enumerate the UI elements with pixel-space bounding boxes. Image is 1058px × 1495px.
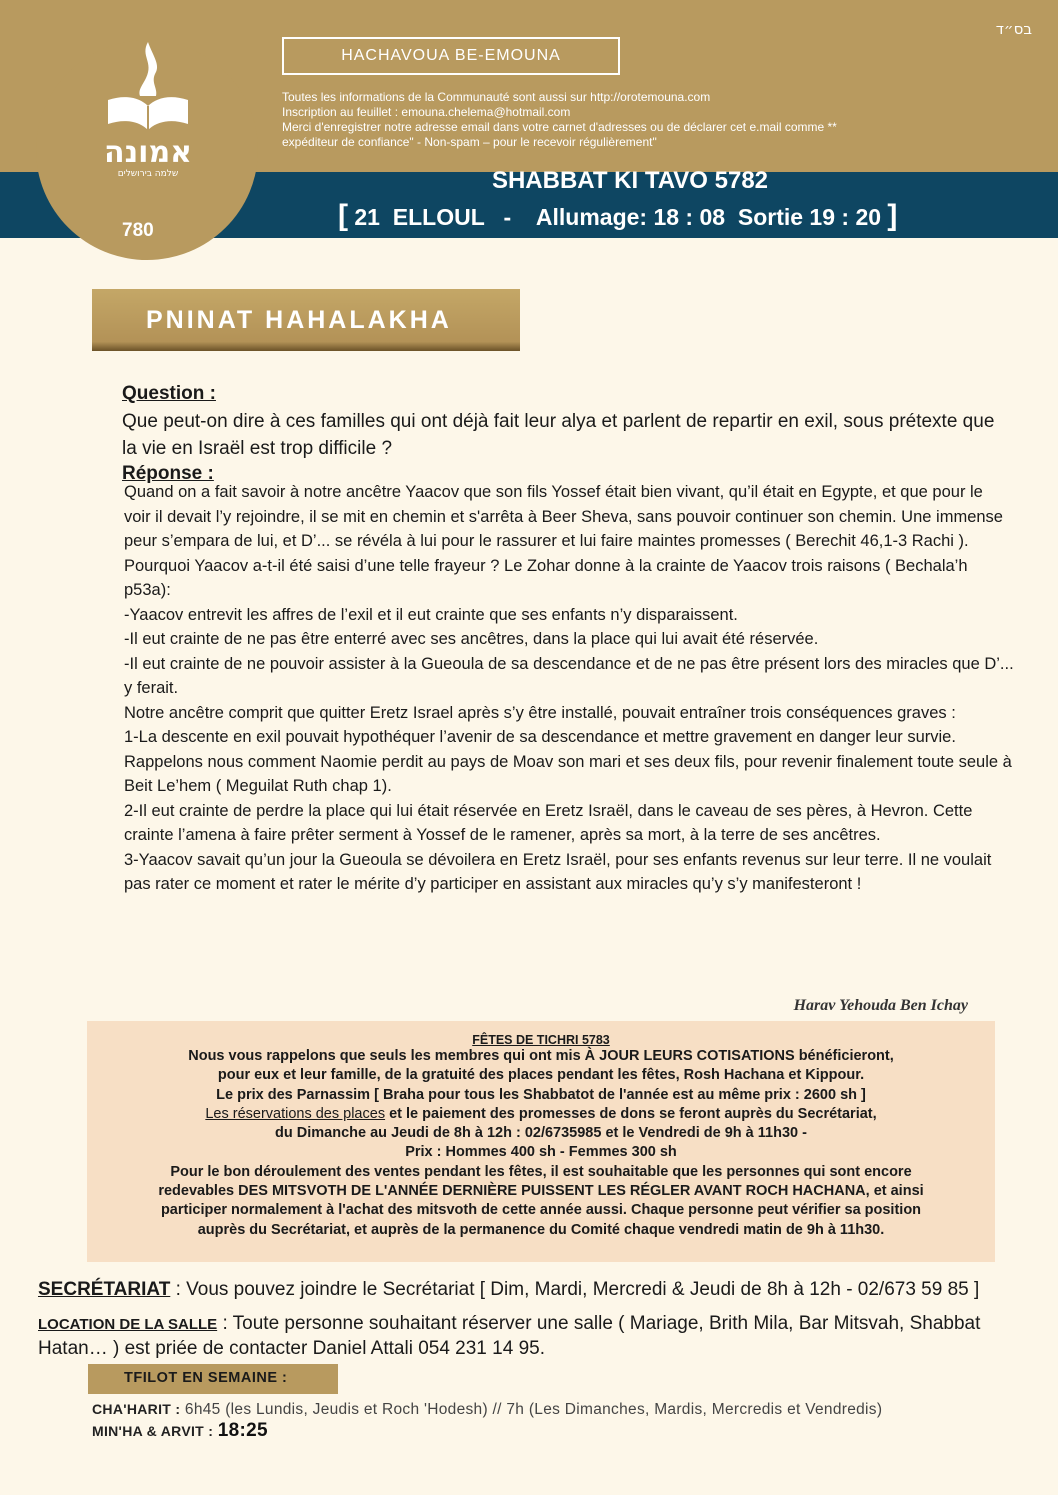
tfilot-banner: TFILOT EN SEMAINE : (88, 1364, 338, 1394)
bracket-close: ] (887, 199, 898, 232)
mincha-time: 18:25 (217, 1420, 268, 1441)
issue-number: 780 (122, 220, 154, 241)
section-banner-label: PNINAT HAHALAKHA (146, 306, 452, 334)
question-label: Question : (122, 383, 216, 404)
answer-paragraph: 2-Il eut crainte de perdre la place qui lui était réservée en Eretz Israël, dans le caveau de ses pères, à Hevron. Cette crainte l’amena à faire prêter serment à Yossef de le ramener, après sa mort, à la terre de ses ancêtres. (124, 801, 973, 844)
answer-text (124, 480, 1014, 897)
fetes-line: Prix : Hommes 400 sh - Femmes 300 sh (405, 1144, 677, 1161)
question-text: Que peut-on dire à ces familles qui ont déjà fait leur alya et parlent de repartir en exil, sous prétexte que la vie en Israël est trop difficile ? (122, 411, 995, 459)
info-line: expéditeur de confiance" - Non-spam – pour le recevoir régulièrement" (282, 135, 657, 149)
answer-label: Réponse : (122, 463, 214, 484)
answer-paragraph: Quand on a fait savoir à notre ancêtre Yaacov que son fils Yossef était bien vivant, qu’il était en Egypte, et que pour le voir il devait l’y rejoindre, il se mit en chemin et s'arrêta à Beer Sheva, sans pouvoir continuer son chemin. Une immense peur s’empara de lui, et D’... se révéla à lui pour le rassurer et lui faire maintes promesses ( Berechit 46,1-3 Rachi ). Pourquoi Yaacov a-t-il été saisi d’une telle frayeur ? Le Zohar donne à la crainte de Yaacov trois raisons ( Bechala’h p53a): (124, 483, 1003, 599)
answer-paragraph: 3-Yaacov savait qu’un jour la Gueoula se dévoilera en Eretz Israël, pour ses enfants revenus sur leur terre. Il ne voulait pas rater ce moment et rater le mérite d’y participer en assistant aux miracles qu’y s’y manifesteront ! (124, 850, 992, 893)
reservations-link: Les réservations des places (205, 1105, 386, 1122)
answer-paragraph: -Yaacov entrevit les affres de l’exil et il eut crainte que ses enfants n’y disparaissent. (124, 605, 738, 624)
fetes-line: auprès du Secrétariat, et auprès de la permanence du Comité chaque vendredi matin de 9h à 11h30. (197, 1221, 885, 1238)
answer-paragraph: -Il eut crainte de ne pas être enterré avec ses ancêtres, dans la place qui lui avait été réservée. (124, 630, 819, 648)
shacharit-label: CHA'HARIT : (92, 1401, 181, 1417)
fetes-line (87, 1105, 995, 1124)
location-info (38, 1312, 1028, 1361)
header-info (282, 90, 932, 150)
fetes-line: Pour le bon déroulement des ventes pendant les fêtes, il est souhaitable que les personnes qui sont encore (170, 1163, 912, 1180)
bsd-mark: בס״ד (995, 20, 1032, 38)
answer-paragraph: Notre ancêtre comprit que quitter Eretz Israel après s’y être installé, pouvait entraîner trois conséquences graves : (124, 703, 956, 722)
author-signature: Harav Yehouda Ben Ichay (793, 997, 968, 1014)
shacharit-times: 6h45 (les Lundis, Jeudis et Roch 'Hodesh) // 7h (Les Dimanches, Mardis, Mercredis et Vendredis) (180, 1401, 883, 1418)
info-line: Inscription au feuillet : emouna.chelema@hotmail.com (282, 105, 571, 119)
fetes-title: FÊTES DE TICHRI 5783 (472, 1033, 610, 1047)
secretariat-text: : Vous pouvez joindre le Secrétariat [ Dim, Mardi, Mercredi & Jeudi de 8h à 12h - 02/673 59 85 ] (170, 1279, 980, 1300)
mincha-schedule (92, 1420, 268, 1442)
fetes-line: Nous vous rappelons que seuls les membres qui ont mis À JOUR LEURS COTISATIONS bénéficieront, (188, 1048, 894, 1064)
info-line: Toutes les informations de la Communauté sont aussi sur http://orotemouna.com (282, 90, 711, 104)
fetes-line: participer normalement à l'achat des mitsvoth de cette année aussi. Chaque personne peut vérifier sa position (160, 1202, 922, 1219)
mincha-label: MIN'HA & ARVIT : (92, 1423, 214, 1439)
answer-paragraph: -Il eut crainte de ne pouvoir assister à la Gueoula de sa descendance et de ne pas être présent lors des miracles que D’... y ferait. (124, 654, 1014, 697)
section-banner (92, 289, 520, 351)
shacharit-schedule (92, 1401, 882, 1419)
secretariat-info (38, 1279, 979, 1301)
location-text: : Toute personne souhaitant réserver une salle ( Mariage, Brith Mila, Bar Mitsvah, Shabbat Hatan… ) est priée de contacter Daniel Attali 054 231 14 95. (38, 1313, 981, 1359)
svg-text:שלמה בירושלים: שלמה בירושלים (117, 169, 179, 178)
answer-paragraph: 1-La descente en exil pouvait hypothéquer l’avenir de sa descendance et mettre gravement en danger leur survie. Rappelons nous comment Naomie perdit au pays de Moav son mari et ses deux fils, pour revenir finalement toute seule à Beit Le’hem ( Meguilat Ruth chap 1). (124, 728, 1012, 795)
bracket-open: [ (338, 199, 348, 232)
svg-text:אמונה: אמונה (103, 135, 193, 170)
emouna-logo-icon (98, 38, 198, 178)
shabbat-times (338, 199, 897, 233)
fetes-line: redevables DES MITSVOTH DE L'ANNÉE DERNIÈRE PUISSENT LES RÉGLER AVANT ROCH HACHANA, et ainsi (158, 1183, 924, 1200)
info-line: Merci d'enregistrer notre adresse email dans votre carnet d'adresses ou de déclarer cet e.mail comme ** (282, 120, 837, 134)
fetes-notice (87, 1021, 995, 1262)
fetes-line: du Dimanche au Jeudi de 8h à 12h : 02/6735985 et le Vendredi de 9h à 11h30 - (275, 1125, 807, 1142)
location-label: LOCATION DE LA SALLE (38, 1316, 218, 1333)
fetes-line-rest: et le paiement des promesses de dons se feront auprès du Secrétariat, (385, 1105, 877, 1122)
fetes-line: pour eux et leur famille, de la gratuité des places pendant les fêtes, Rosh Hachana et Kippour. (217, 1067, 865, 1084)
newsletter-title: HACHAVOUA BE-EMOUNA (282, 37, 620, 75)
hebrew-date: 21 ELLOUL (354, 204, 485, 230)
candle-times: Allumage: 18 : 08 Sortie 19 : 20 (535, 204, 882, 230)
shabbat-title: SHABBAT KI TAVO 5782 (491, 167, 769, 194)
fetes-line: Le prix des Parnassim [ Braha pour tous les Shabbatot de l'année est au même prix : 2600 sh ] (216, 1086, 866, 1103)
secretariat-label: SECRÉTARIAT (38, 1279, 171, 1300)
date-dash: - (503, 204, 512, 230)
